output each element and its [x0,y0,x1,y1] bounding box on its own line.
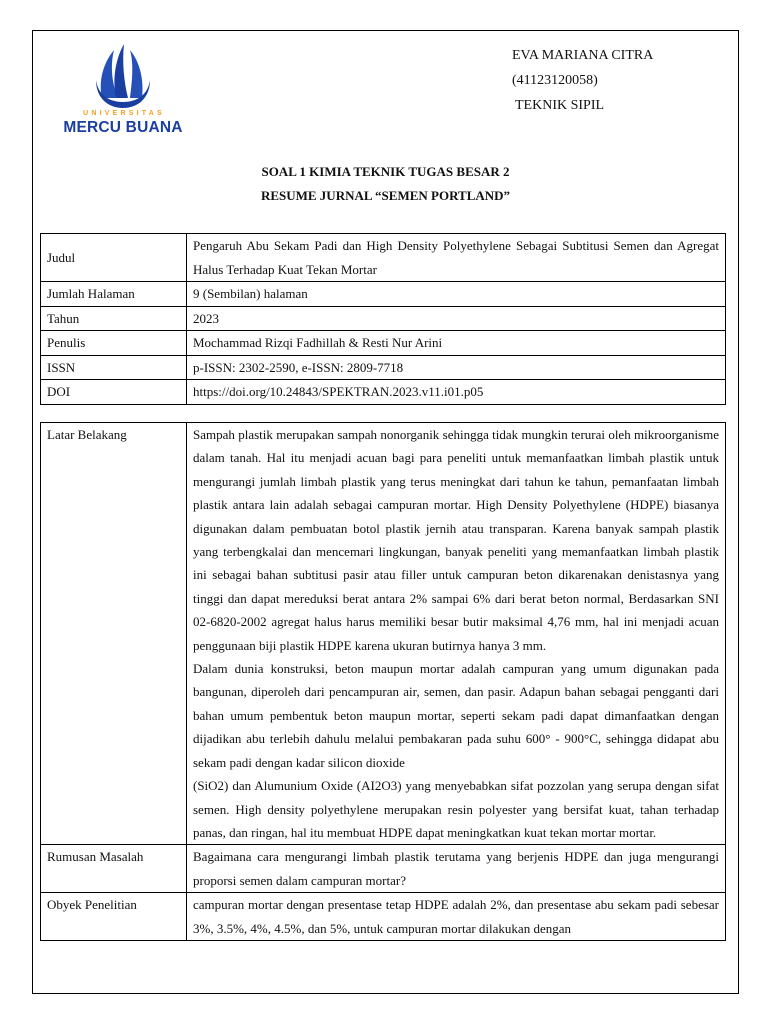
university-logo [62,40,184,140]
author-block [512,43,653,118]
latar-paragraph-2: Dalam dunia konstruksi, beton maupun mortar adalah campuran yang umum digunakan pada bangunan, diperoleh dari pencampuran air, semen, dan pasir. Adapun bahan sebagai pengganti dari bahan umum pembentuk beton maupun mortar, seperti sekam padi dapat dimanfaatkan dengan dijadikan abu terlebih dahulu melalui pembakaran pada suhu 600° - 900°C, sehingga didapat abu sekam padi dengan kadar silicon dioxide [193,661,719,770]
resume-content-table [40,422,726,941]
journal-info-table [40,233,726,405]
table-row [41,893,726,941]
table-row [41,306,726,331]
table-row [41,355,726,380]
halaman-value: 9 (Sembilan) halaman [187,282,726,307]
rumusan-value: Bagaimana cara mengurangi limbah plastik terutama yang berjenis HDPE dan juga mengurangi proporsi semen dalam campuran mortar? [187,845,726,893]
table-row [41,234,726,282]
table-row [41,423,726,845]
table-row [41,380,726,405]
obyek-label: Obyek Penelitian [41,893,187,941]
logo-emblem-icon [62,40,184,112]
author-dept: TEKNIK SIPIL [515,98,605,113]
logo-name-text: MERCU BUANA [63,119,183,136]
latar-value [187,423,726,845]
obyek-value: campuran mortar dengan presentase tetap HDPE adalah 2%, dan presentase abu sekam padi sebesar 3%, 3.5%, 4%, 4.5%, dan 5%, untuk campuran mortar dilakukan dengan [187,893,726,941]
latar-paragraph-3: (SiO2) dan Alumunium Oxide (AI2O3) yang menyebabkan sifat pozzolan yang serupa dengan sifat semen. High density polyethylene merupakan resin polyester yang bersifat kuat, tahan terhadap panas, dan ringan, hal itu membuat HDPE dapat meningkatkan kuat tekan mortar mortar. [193,778,719,840]
author-id: (41123120058) [512,73,598,88]
document-title: SOAL 1 KIMIA TEKNIK TUGAS BESAR 2 [261,164,510,179]
latar-label: Latar Belakang [41,423,187,845]
halaman-label: Jumlah Halaman [41,282,187,307]
rumusan-label: Rumusan Masalah [41,845,187,893]
logo-university-text: UNIVERSITAS [83,110,165,117]
issn-value: p-ISSN: 2302-2590, e-ISSN: 2809-7718 [187,355,726,380]
table-row [41,845,726,893]
penulis-value: Mochammad Rizqi Fadhillah & Resti Nur Arini [187,331,726,356]
table-row [41,282,726,307]
table-row [41,331,726,356]
doi-label: DOI [41,380,187,405]
document-subtitle: RESUME JURNAL “SEMEN PORTLAND” [260,188,511,203]
tahun-value: 2023 [187,306,726,331]
judul-value: Pengaruh Abu Sekam Padi dan High Density Polyethylene Sebagai Subtitusi Semen dan Agregat Halus Terhadap Kuat Tekan Mortar [187,234,726,282]
judul-label: Judul [41,234,187,282]
tahun-label: Tahun [41,306,187,331]
penulis-label: Penulis [41,331,187,356]
issn-label: ISSN [41,355,187,380]
latar-paragraph-1: Sampah plastik merupakan sampah nonorganik sehingga tidak mungkin terurai oleh mikroorganisme dalam tanah. Hal itu menjadi acuan bagi para peneliti untuk memanfaatkan limbah plastik untuk mengurangi jumlah limbah plastik yang terus meningkat dari tahun ke tahun, pemanfaatan limbah plastik antara lain adalah sebagai campuran mortar. High Density Polyethylene (HDPE) biasanya digunakan dalam pembuatan botol plastik jernih atau transparan. Karena banyak sampah plastik yang terbengkalai dan mencemari lingkungan, banyak peneliti yang memanfaatkan limbah plastik ini sebagai bahan subtitusi pasir atau filler untuk campuran beton dikarenakan denistasnya yang tinggi dan dapat mereduksi berat antara 2% sampai 6% dari berat beton normal, Berdasarkan SNI 02-6820-2002 agregat halus harus memiliki besar butir maksimal 4,76 mm, hal ini menjadi acuan penggunaan biji plastik HDPE karena ukuran butirnya hanya 3 mm. [193,427,719,653]
doi-value: https://doi.org/10.24843/SPEKTRAN.2023.v11.i01.p05 [187,380,726,405]
author-name: EVA MARIANA CITRA [512,48,654,63]
